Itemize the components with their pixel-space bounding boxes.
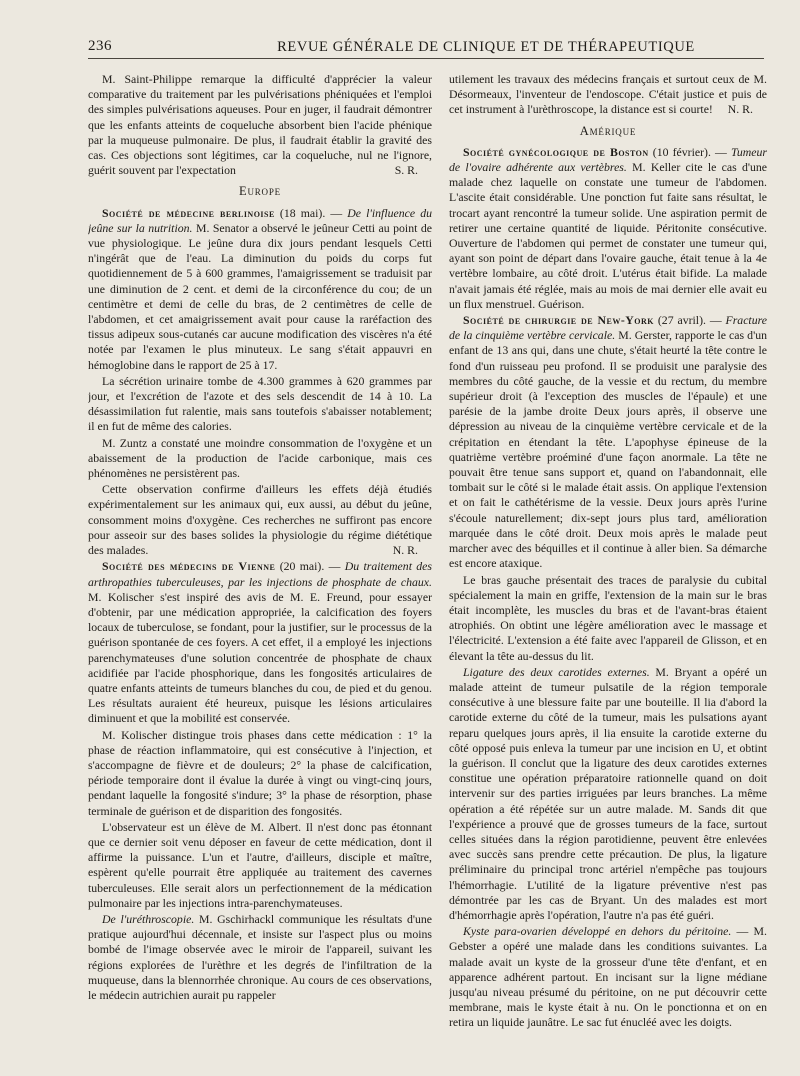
paragraph-saint-philippe	[88, 72, 432, 178]
author-initials: N. R.	[392, 543, 418, 558]
article-ligature	[449, 665, 767, 923]
paragraph-continuation	[449, 72, 767, 118]
article-text: M. Gerster, rapporte le cas d'un enfant de 13 ans qui, dans une chute, s'était heurté la tête contre le fond d'un ruisseau peu profond. Il se produisit une paralysie des membres du côté gauche, de la vessie et du rectum, du membre supérieur droit (à l'exception des muscles de l'épaule) et une parésie de la jambe droite Deux jours après, il observe une dépression au niveau de la cinquième vertèbre cervicale et de la crépitation en étendant la tête. L'apophyse épineuse de la quatrième vertèbre proéminé d'une façon anormale. La tête ne pouvait être tenue sans support et, quand on l'abandonnait, elle tombait sur le côté si le malade était assis. On applique l'extension et on fait le cathétérisme de la vessie. Deux jours après l'urine s'écoule naturellement; dix-sept jours plus tard, amélioration marquée dans le côté droit. Deux mois après le malade peut marcher avec des béquilles et il continue à aller bien. Sa démarche est encore ataxique.	[449, 328, 767, 571]
article-text: M. Keller cite le cas d'une malade chez laquelle on constate une tumeur de l'abdomen. L'ascite était considérable. Une ponction fut faite sans résultat, le trocart ayant rencontré la tumeur solide. Une aspiration permit de retirer une certaine quantité de liquide. Péritonite consécutive. Ouverture de l'abdomen qui permet de constater une tumeur qui, ayant son point de départ dans l'ovaire gauche, était tenue à la 4e vertèbre lombaire, au côté droit. L'utérus était bifide. La malade n'avait jamais été réglée, mais au mois de mai dernier elle avait eu un flux menstruel. Guérison.	[449, 160, 767, 311]
left-column	[88, 72, 432, 1066]
article-title: Tumeur de l'ovaire adhérente aux vertèbres.	[449, 144, 767, 175]
paragraph-observateur: L'observateur est un élève de M. Albert. Il n'est donc pas étonnant que ce dernier soit venu déposer en faveur de cette médication, dont il affirme la puissance. L'un et l'autre, d'ailleurs, disciple et maître, espèrent qu'elle pourrait être appliquée au traitement des cavernes tuberculeuses. Elle serait alors un perfectionnement de la médication pulmonaire par les injections intra-parenchymateuses.	[88, 819, 432, 910]
section-heading-amerique: Amérique	[579, 123, 637, 138]
meeting-date: (18 mai). —	[274, 205, 348, 220]
paragraph-observation	[88, 482, 432, 558]
author-initials: S. R.	[394, 163, 418, 178]
article-title: Du traitement des arthropathies tuberculeuses, par les injections de phosphate de chaux.	[88, 559, 432, 589]
article-title: De l'uréthroscopie.	[102, 911, 195, 926]
article-text: M. Gschirhackl communique les résultats d'une pratique aujourd'hui décennale, et insiste sur l'aspect plus ou moins bombé de l'image observée avec le miroir de l'appareil, suivant les régions explorées de l'urèthre et les degrés de l'infiltration de la muqueuse, dans la blennorrhée chronique. Au cours de ces observations, le médecin autrichien aurait pu rappeler	[88, 911, 432, 1002]
article-new-york	[449, 313, 767, 571]
society-name: Société gynécologique de Boston	[463, 144, 649, 159]
article-title: Fracture de la cinquième vertèbre cervicale.	[449, 313, 767, 343]
running-head: REVUE GÉNÉRALE DE CLINIQUE ET DE THÉRAPEUTIQUE	[277, 39, 695, 55]
meeting-date: (20 mai). —	[275, 559, 345, 574]
paragraph-secretion: La sécrétion urinaire tombe de 4.300 grammes à 620 grammes par jour, et l'excrétion de l'azote et des sels descendit de 14 à 10. La désassimilation fut ralentie, mais sans toutefois s'abaisser notablement; il en fut de même des calories.	[88, 373, 432, 434]
paragraph-text: M. Saint-Philippe remarque la difficulté d'apprécier la valeur comparative du traitement par les pulvérisations phéniquées et l'emploi des simples pulvérisations aqueuses. Pour en juger, il faudrait démontrer que les enfants atteints de coqueluche absorbent bien l'acide phénique par la muqueuse pulmonaire. De plus, il faudrait établir la gravité des cas. Ces objections sont légitimes, car la coqueluche, nul ne l'ignore, guérit souvent par l'expectation	[88, 72, 432, 178]
society-name: Société des médecins de Vienne	[102, 559, 276, 574]
paragraph-kolischer: M. Kolischer distingue trois phases dans cette médication : 1° la phase de réaction inflammatoire, qui est consécutive à l'injection, et s'accompagne de fièvre et de douleurs; 2° la phase de calcification, période temporaire dont il évalue la durée à vingt ou vingt-cinq jours, pendant laquelle la fongosité s'indure; 3° la phase de résorption, phase terminale de guérison et de disparition des fongosités.	[88, 727, 432, 818]
page-number: 236	[88, 38, 112, 54]
article-boston	[449, 145, 767, 312]
article-text: — M. Gebster a opéré une malade dans les conditions suivantes. La malade avait un kyste de la grosseur d'une tête d'enfant, et en apparence adhérent partout. En incisant sur la ligne médiane jusqu'au niveau présumé du péritoine, on ne put découvrir cette membrane, mais le kyste était à nu. On le ponctionna et on en retira un liquide jaunâtre. Le sac fut énucléé avec les doigts.	[449, 924, 767, 1030]
paragraph-text: Cette observation confirme d'ailleurs les effets déjà étudiés expérimentalement sur les animaux qui, eux aussi, au début du jeûne, consomment moins d'oxygène. Ces recherches ne suffiront pas encore pour asseoir sur des bases solides la physiologie du régime diététique des malades.	[88, 482, 432, 558]
page-header	[88, 36, 764, 59]
society-name: Société de médecine berlinoise	[102, 205, 275, 220]
article-vienne	[88, 559, 432, 726]
article-berlin	[88, 206, 432, 373]
article-title: De l'influence du jeûne sur la nutrition.	[88, 205, 432, 235]
paragraph-zuntz: M. Zuntz a constaté une moindre consommation de l'oxygène et un abaissement de la production de l'acide carbonique, mais ces phénomènes ne persistèrent pas.	[88, 435, 432, 481]
section-heading-europe: Europe	[239, 184, 281, 199]
article-title: Kyste para-ovarien développé en dehors du péritoine.	[463, 924, 732, 939]
article-text: M. Kolischer s'est inspiré des avis de M. E. Freund, pour essayer d'obtenir, par une médication appropriée, la calcification des foyers locaux de tuberculose, se fondant, pour la justifier, sur le processus de la guérison spontanée de ces foyers. A cet effet, il a employé les injections parenchymateuses d'une solution concentrée de phosphate de chaux acidifiée par l'acide phosphorique, dans les fongosités articulaires de quatre enfants atteints de tumeurs blanches du cou, de pied et du genou. Les résultats auraient été heureux, puisque les lésions articulaires diminuent et que la mobilité est conservée.	[88, 589, 432, 726]
article-text: M. Bryant a opéré un malade atteint de tumeur pulsatile de la région temporale consécutive à une blessure faite par une bouteille. Il lia d'abord la carotide externe du côté de la tumeur, mais les pulsations ayant reparu quelques jours après, il lia ensuite la carotide externe du côté opposé puis enleva la tumeur par une incision en U, et obtint la guérison. Il conclut que la ligature des deux carotides externes constitue une opération préparatoire rationnelle quand on doit intervenir sur des parties irriguées par leurs branches. La même opération a été répétée sur un autre malade. M. Sands dit que l'expérience a prouvé que de grosses tumeurs de la face, surtout celles situées dans la région parotidienne, peuvent être enlevées avec succès sans prendre cette précaution. De plus, la ligature préliminaire du principal tronc artériel n'empêche pas toujours l'hémorrhagie. L'utilité de la ligature préventive n'est pas démontrée par les cas de Bryant. Un des malades est mort d'hémorrhagie après l'opération, l'autre n'a pas été guéri.	[449, 664, 767, 922]
article-text: M. Senator a observé le jeûneur Cetti au point de vue physiologique. Le jeûne dura dix jours pendant lesquels Cetti n'ingérât que de l'eau. La diminution du poids du corps fut quotidiennement de 5 à 600 grammes, l'amaigrissement se traduisit par une diminution de 2 cent. et demi de la circonférence du cou; de un centimètre et demi de celle du bras, de 2 centimètres de celle de l'abdomen, et cet amaigrissement avait pour cause la raréfaction des tissus adipeux sous-cutanés car aucune modification des viscères n'a été notée par l'examen le plus minuteux. Le sang s'était appauvri en hémoglobine dans le rapport de 25 à 17.	[88, 220, 432, 372]
author-initials: N. R.	[727, 102, 753, 117]
article-title: Ligature des deux carotides externes.	[463, 664, 650, 679]
article-kyste	[449, 924, 767, 1030]
society-name: Société de chirurgie de New-York	[463, 313, 655, 328]
right-column	[449, 72, 767, 1066]
paragraph-text: utilement les travaux des médecins français et surtout ceux de M. Désormeaux, l'inventeur de l'endoscope. C'était justice et puis de cet instrument à l'urèthroscope, la distance est si courte!	[449, 72, 767, 117]
article-urethroscopie	[88, 912, 432, 1003]
meeting-date: (10 février). —	[648, 144, 731, 159]
meeting-date: (27 avril). —	[654, 313, 726, 328]
paragraph-bras-gauche: Le bras gauche présentait des traces de paralysie du cubital spécialement la main en griffe, l'extension de la main sur le bras était incomplète, les muscles du bras et de l'avant-bras étaient atrophiés. On obtint une légère amélioration avec le massage et l'électricité. L'extension a été faite avec l'appareil de Glisson, et en élevant la tête au-dessus du lit.	[449, 572, 767, 663]
